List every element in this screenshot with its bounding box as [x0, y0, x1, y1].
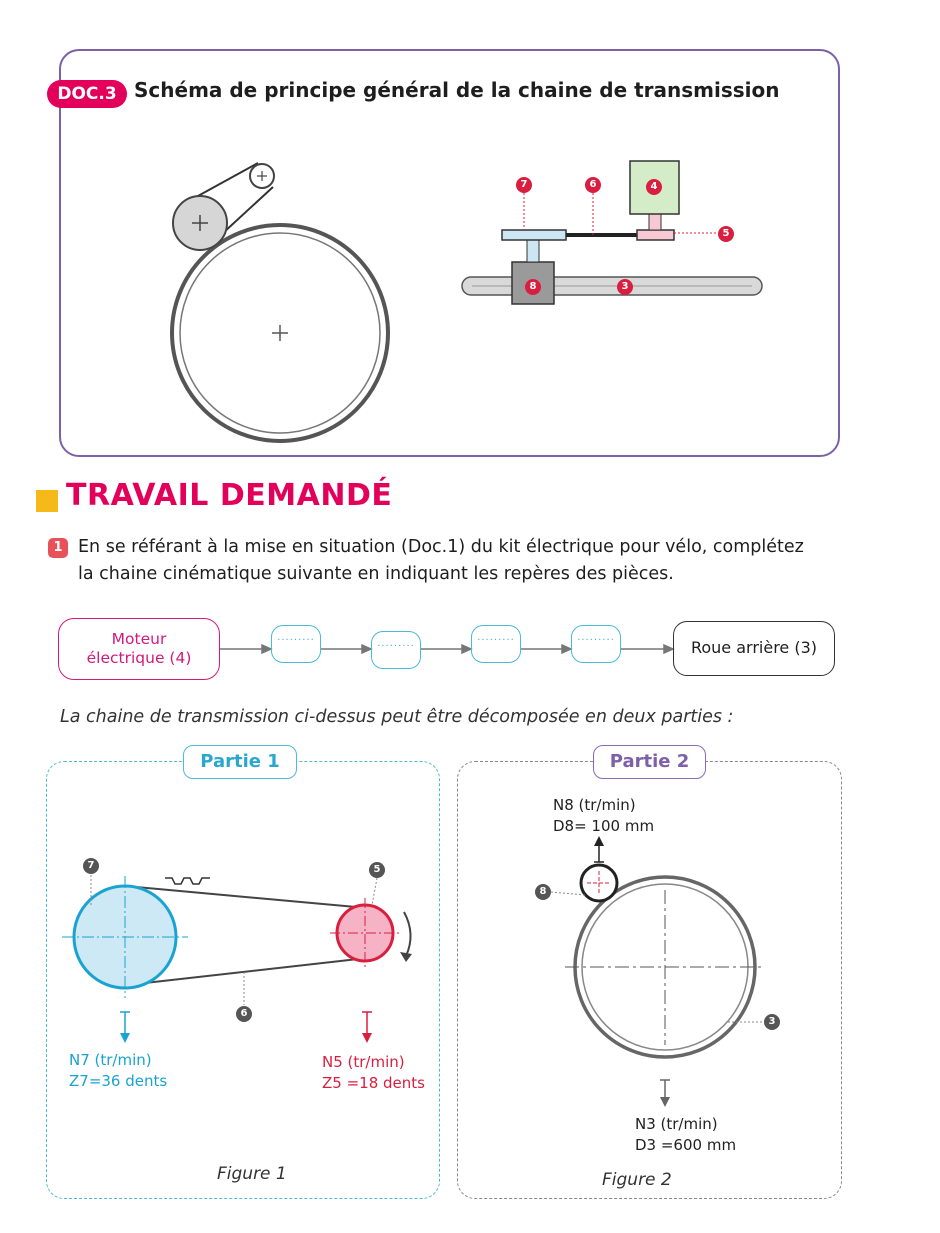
chain-start-line1: Moteur — [111, 630, 167, 648]
z7-label: Z7=36 dents — [69, 1072, 168, 1090]
question-line-1: En se référant à la mise en situation (Doc.1) du kit électrique pour vélo, complétez — [78, 537, 804, 557]
intro-text: La chaine de transmission ci-dessus peut être décomposée en deux parties : — [60, 707, 734, 727]
n8-label: N8 (tr/min) — [553, 796, 636, 814]
figure2-caption: Figure 2 — [602, 1170, 672, 1190]
part1-marker-5: 5 — [369, 862, 385, 878]
marker-4: 4 — [646, 179, 662, 195]
chain-blank-4[interactable]: ......... — [571, 625, 621, 663]
section-title: TRAVAIL DEMANDÉ — [66, 478, 393, 513]
z5-label: Z5 =18 dents — [322, 1074, 425, 1092]
marker-3: 3 — [617, 279, 633, 295]
part2-label: Partie 2 — [593, 745, 706, 779]
n7-label: N7 (tr/min) — [69, 1051, 152, 1069]
part2-marker-8: 8 — [535, 884, 551, 900]
marker-6: 6 — [585, 177, 601, 193]
doc3-badge: DOC.3 — [47, 80, 127, 108]
question-line-2: la chaine cinématique suivante en indiquant les repères des pièces. — [78, 564, 674, 584]
n5-label: N5 (tr/min) — [322, 1053, 405, 1071]
chain-blank-2[interactable]: ......... — [371, 631, 421, 669]
part1-marker-7: 7 — [83, 858, 99, 874]
d3-label: D3 =600 mm — [635, 1136, 737, 1154]
figure1-caption: Figure 1 — [217, 1164, 287, 1184]
question-number: 1 — [48, 538, 68, 558]
part1-label: Partie 1 — [183, 745, 297, 779]
chain-blank-1[interactable]: ......... — [271, 625, 321, 663]
doc3-title: Schéma de principe général de la chaine de transmission — [134, 78, 780, 102]
n3-label: N3 (tr/min) — [635, 1115, 718, 1133]
chain-start-line2: électrique (4) — [86, 649, 192, 667]
part1-marker-6: 6 — [236, 1006, 252, 1022]
part2-marker-3: 3 — [764, 1014, 780, 1030]
chain-end-box: Roue arrière (3) — [673, 621, 835, 676]
marker-8: 8 — [525, 279, 541, 295]
chain-blank-3[interactable]: ......... — [471, 625, 521, 663]
marker-5: 5 — [718, 226, 734, 242]
marker-7: 7 — [516, 177, 532, 193]
d8-label: D8= 100 mm — [553, 817, 655, 835]
